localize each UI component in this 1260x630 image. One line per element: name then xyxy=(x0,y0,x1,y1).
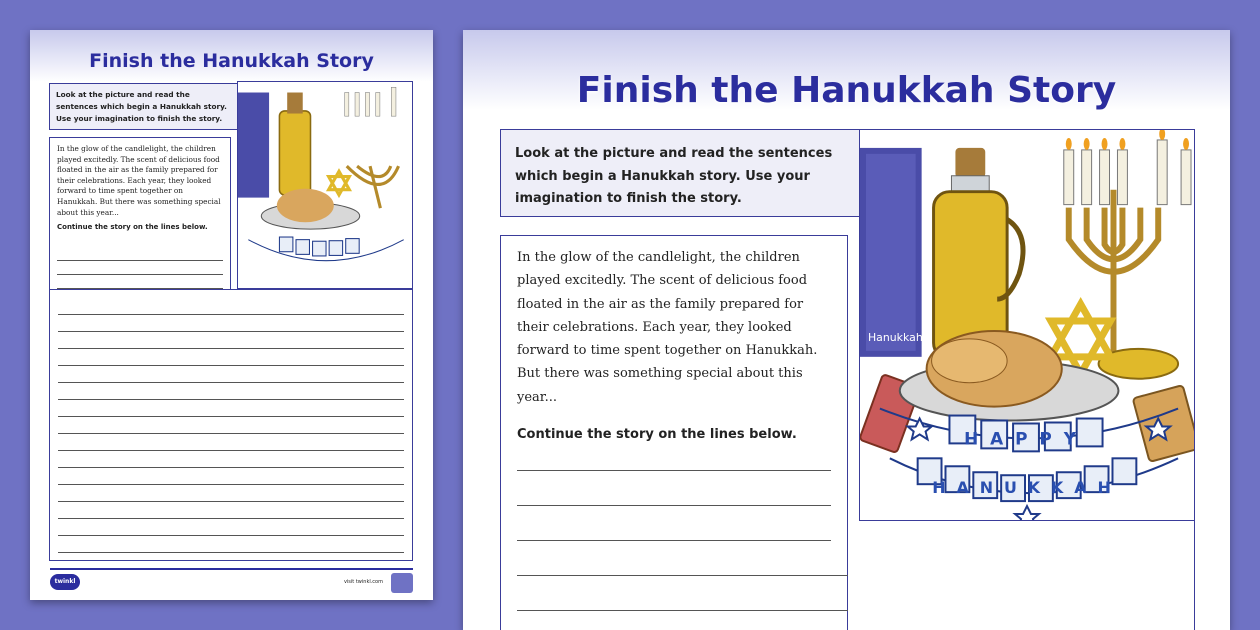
story-text: In the glow of the candlelight, the children played excitedly. The scent of delicious food floated in the air as the family prepared for their celebrations. Each year, they looked forward to time spent together on Hanukkah. But there was something special about this year... xyxy=(57,144,221,217)
hanukkah-picture xyxy=(237,81,413,289)
hanukkah-picture-large xyxy=(859,129,1195,521)
writing-line[interactable] xyxy=(58,450,404,451)
writing-line[interactable] xyxy=(517,470,831,471)
writing-area[interactable] xyxy=(49,289,413,561)
worksheet-zoomed xyxy=(463,30,1230,630)
writing-line[interactable] xyxy=(58,348,404,349)
instruction-text: Look at the picture and read the sentences which begin a Hanukkah story. Use your imagination to finish the story. xyxy=(56,90,227,123)
instruction-box xyxy=(49,83,239,130)
writing-line[interactable] xyxy=(517,540,831,541)
page-title-large: Finish the Hanukkah Story xyxy=(576,70,1117,111)
writing-line[interactable] xyxy=(58,518,404,519)
worksheet-preview-full xyxy=(30,30,433,600)
book-label: Hanukkah xyxy=(867,330,923,344)
writing-line[interactable] xyxy=(58,501,404,502)
writing-line[interactable] xyxy=(58,331,404,332)
instruction-box-large xyxy=(500,129,860,217)
writing-line[interactable] xyxy=(58,552,404,553)
writing-line[interactable] xyxy=(58,467,404,468)
writing-area-large[interactable] xyxy=(848,521,1195,630)
story-box xyxy=(49,137,231,292)
hanukkah-illustration-large xyxy=(860,130,1194,520)
quality-badge-icon xyxy=(391,573,413,593)
writing-line[interactable] xyxy=(58,382,404,383)
writing-line[interactable] xyxy=(58,484,404,485)
writing-line[interactable] xyxy=(58,433,404,434)
footer-url[interactable]: visit twinkl.com xyxy=(343,579,383,585)
footer-divider xyxy=(50,568,413,570)
writing-line[interactable] xyxy=(58,535,404,536)
writing-line[interactable] xyxy=(58,416,404,417)
writing-line[interactable] xyxy=(57,260,223,261)
writing-line[interactable] xyxy=(58,314,404,315)
continue-prompt-large: Continue the story on the lines below. xyxy=(517,427,797,443)
banner-hanukkah-text: HANUKKAH xyxy=(932,478,1122,498)
twinkl-logo[interactable]: twinkl xyxy=(50,574,80,590)
story-box-large xyxy=(500,235,848,630)
hanukkah-illustration xyxy=(238,82,412,288)
page-footer xyxy=(30,564,433,600)
writing-line[interactable] xyxy=(58,399,404,400)
page-title: Finish the Hanukkah Story xyxy=(89,50,374,72)
continue-prompt: Continue the story on the lines below. xyxy=(57,223,208,232)
writing-line[interactable] xyxy=(58,365,404,366)
instruction-text-large: Look at the picture and read the sentences which begin a Hanukkah story. Use your imagination to finish the story. xyxy=(515,146,833,206)
writing-line[interactable] xyxy=(517,505,831,506)
book-icon xyxy=(860,148,923,357)
story-text-large: In the glow of the candlelight, the children played excitedly. The scent of delicious food floated in the air as the family prepared for their celebrations. Each year, they looked forward to time spent together on Hanukkah. But there was something special about this year... xyxy=(517,250,818,405)
banner-happy-text: HAPPY xyxy=(964,428,1088,449)
writing-line[interactable] xyxy=(57,274,223,275)
